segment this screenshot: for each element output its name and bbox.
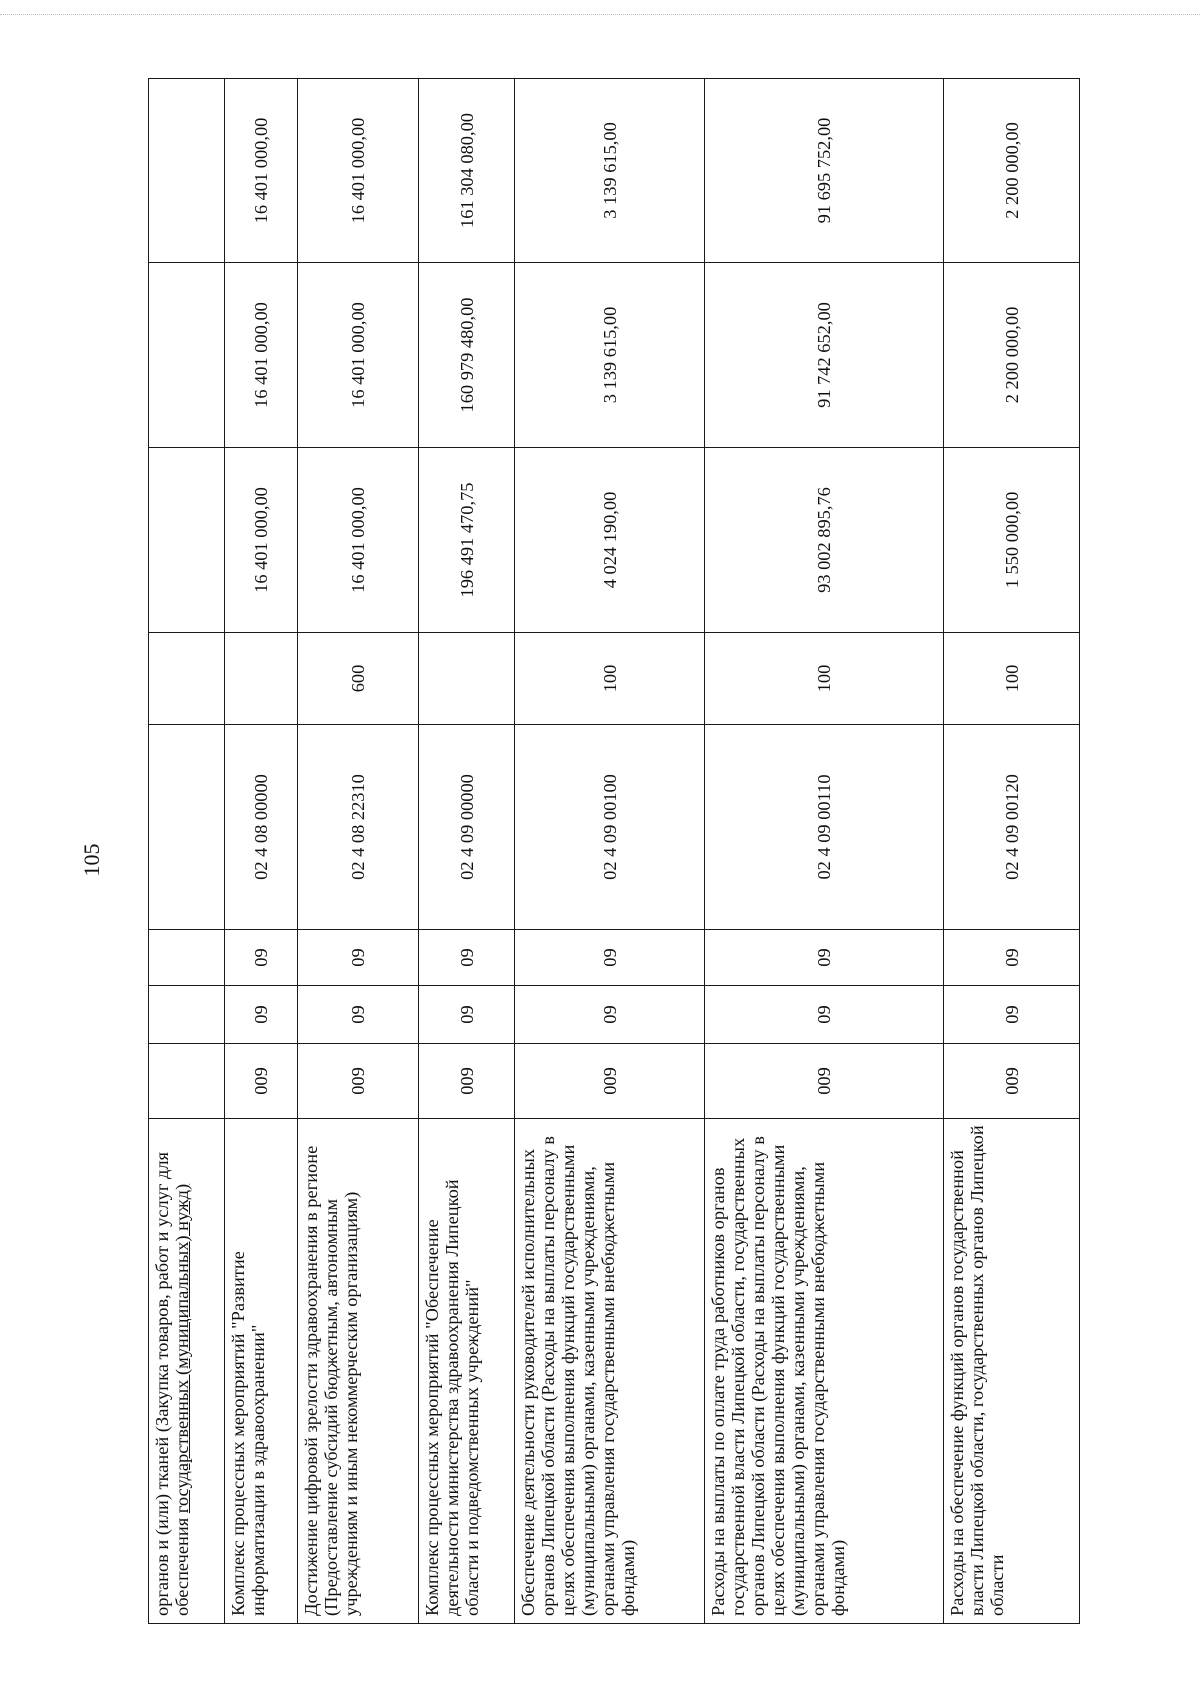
amount-3: 2 200 000,00: [944, 79, 1080, 263]
amount-1: 16 401 000,00: [225, 448, 298, 633]
amount-1: 93 002 895,76: [705, 448, 944, 633]
amount-2: 16 401 000,00: [225, 263, 298, 448]
scan-edge: [0, 0, 1200, 15]
row-name-underlined: государственных (муниципальных) нужд): [172, 1183, 192, 1514]
expense-type-code: 600: [298, 633, 419, 725]
target-code: 02 4 09 00000: [419, 725, 515, 930]
amount-3: [149, 79, 225, 263]
expense-type-code: 100: [705, 633, 944, 725]
table-row: [149, 79, 225, 1624]
table-row: [515, 79, 705, 1624]
amount-2: 3 139 615,00: [515, 263, 705, 448]
table-row: [419, 79, 515, 1624]
row-name: Комплекс процессных мероприятий "Обеспечение деятельности министерства здравоохранения Липецкой области и подведомственных учреждений": [419, 1119, 515, 1624]
row-name: Достижение цифровой зрелости здравоохранения в регионе (Предоставление субсидий бюджетным, автономным учреждениям и иным некоммерческим организациям): [298, 1119, 419, 1624]
expense-type-code: [149, 633, 225, 725]
table-row: [944, 79, 1080, 1624]
row-name: [149, 1119, 225, 1624]
subsection-code: 09: [298, 930, 419, 986]
table-row: [225, 79, 298, 1624]
admin-code: 009: [419, 1044, 515, 1119]
amount-3: 91 695 752,00: [705, 79, 944, 263]
section-code: [149, 986, 225, 1044]
admin-code: 009: [298, 1044, 419, 1119]
amount-1: 196 491 470,75: [419, 448, 515, 633]
target-code: 02 4 08 00000: [225, 725, 298, 930]
subsection-code: 09: [515, 930, 705, 986]
amount-3: 16 401 000,00: [225, 79, 298, 263]
amount-1: 4 024 190,00: [515, 448, 705, 633]
table-row: [298, 79, 419, 1624]
target-code: [149, 725, 225, 930]
subsection-code: 09: [944, 930, 1080, 986]
admin-code: 009: [225, 1044, 298, 1119]
page-number: 105: [79, 843, 104, 877]
target-code: 02 4 08 22310: [298, 725, 419, 930]
subsection-code: 09: [225, 930, 298, 986]
table-row: [705, 79, 944, 1624]
section-code: 09: [944, 986, 1080, 1044]
amount-1: 16 401 000,00: [298, 448, 419, 633]
amount-1: 1 550 000,00: [944, 448, 1080, 633]
amount-2: 2 200 000,00: [944, 263, 1080, 448]
amount-3: 16 401 000,00: [298, 79, 419, 263]
amount-2: 16 401 000,00: [298, 263, 419, 448]
row-name: Расходы на выплаты по оплате труда работников органов государственной власти Липецкой области, государственных органов Липецкой области (Расходы на выплаты персоналу в целях обеспечения выполнения функций государственными (муниципальными) органами, казенными учреждениями, органами управления государственными внебюджетными фондами): [705, 1119, 944, 1624]
amount-1: [149, 448, 225, 633]
admin-code: 009: [515, 1044, 705, 1119]
row-name: Комплекс процессных мероприятий "Развитие информатизации в здравоохранении": [225, 1119, 298, 1624]
admin-code: [149, 1044, 225, 1119]
amount-2: [149, 263, 225, 448]
amount-3: 3 139 615,00: [515, 79, 705, 263]
admin-code: 009: [705, 1044, 944, 1119]
target-code: 02 4 09 00110: [705, 725, 944, 930]
expense-type-code: 100: [944, 633, 1080, 725]
rotated-budget-table: [148, 79, 1079, 1624]
amount-2: 160 979 480,00: [419, 263, 515, 448]
section-code: 09: [419, 986, 515, 1044]
target-code: 02 4 09 00100: [515, 725, 705, 930]
subsection-code: 09: [705, 930, 944, 986]
row-name: Расходы на обеспечение функций органов государственной власти Липецкой области, государственных органов Липецкой области: [944, 1119, 1080, 1624]
row-name-text: органов и (или) тканей (Закупка товаров, работ и услуг для обеспечения: [152, 1152, 192, 1616]
expense-type-code: [419, 633, 515, 725]
target-code: 02 4 09 00120: [944, 725, 1080, 930]
budget-table: [148, 78, 1080, 1624]
expense-type-code: [225, 633, 298, 725]
row-name: Обеспечение деятельности руководителей исполнительных органов Липецкой области (Расходы на выплаты персоналу в целях обеспечения выполнения функций государственными (муниципальными) органами, казенными учреждениями, органами управления государственными внебюджетными фондами): [515, 1119, 705, 1624]
expense-type-code: 100: [515, 633, 705, 725]
section-code: 09: [705, 986, 944, 1044]
admin-code: 009: [944, 1044, 1080, 1119]
section-code: 09: [298, 986, 419, 1044]
section-code: 09: [515, 986, 705, 1044]
subsection-code: 09: [419, 930, 515, 986]
amount-3: 161 304 080,00: [419, 79, 515, 263]
amount-2: 91 742 652,00: [705, 263, 944, 448]
section-code: 09: [225, 986, 298, 1044]
subsection-code: [149, 930, 225, 986]
